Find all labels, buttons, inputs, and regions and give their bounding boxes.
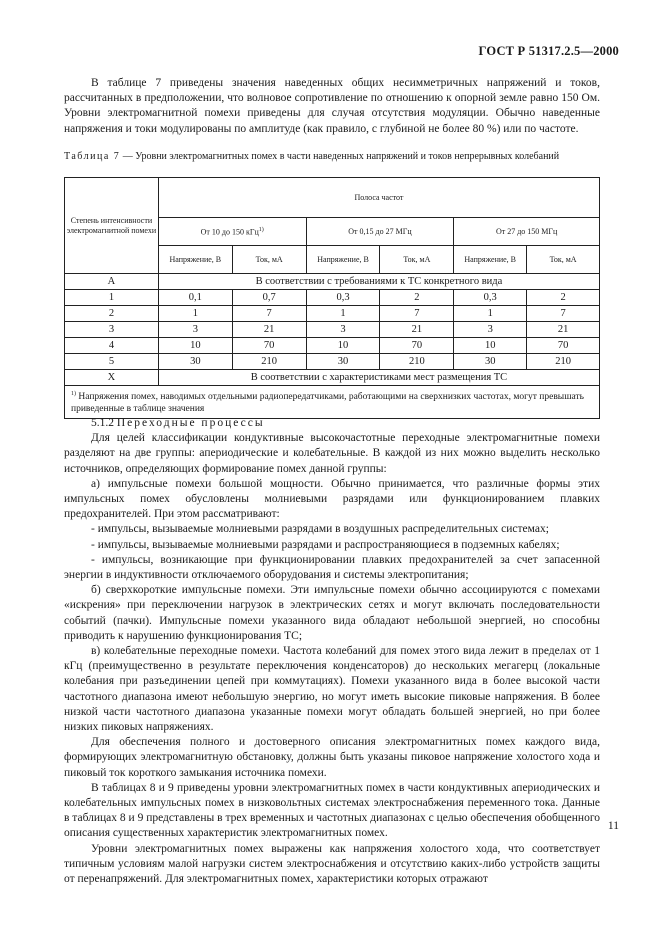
section-title: Переходные процессы	[116, 417, 265, 429]
paragraph: В таблицах 8 и 9 приведены уровни электромагнитных помех в части кондуктивных апериодических и колебательных импульсных помех в низковольтных системах электроснабжения переменного тока. Данные в таблицах 8 и 9 представлены в трех временных и частотных диапазонах с целью обеспечения обобщенного описания существенных характеристик электромагнитных помех.	[64, 781, 600, 840]
value-cell: 3	[306, 322, 380, 338]
col-header-band: Полоса частот	[158, 178, 599, 218]
value-cell: 7	[232, 306, 306, 322]
value-cell: 21	[527, 322, 600, 338]
subheader-current: Ток, мА	[232, 246, 306, 274]
subheader-voltage: Напряжение, В	[158, 246, 232, 274]
section-number: 5.1.2	[91, 417, 114, 429]
level-cell: 4	[65, 338, 159, 354]
value-cell: 21	[232, 322, 306, 338]
value-cell: 1	[454, 306, 527, 322]
value-cell: 2	[527, 290, 600, 306]
paragraph: б) сверхкороткие импульсные помехи. Эти импульсные помехи обычно ассоциируются с помехами «искрения» при переключении нагрузок в электрических сетях и могут включать последовательности событий (пачки). Импульсные помехи указанного вида обладают небольшой энергией, но способны приводить к нарушению функционирования ТС;	[64, 584, 600, 642]
list-item: - импульсы, вызываемые молниевыми разрядами и распространяющиеся в подземных кабелях;	[91, 538, 560, 551]
paragraph: а) импульсные помехи большой мощности. Обычно принимается, что различные формы этих импульсных помех обусловлены молниевыми разрядами или функционированием плавких предохранителей. При этом рассматривают:	[64, 477, 600, 521]
value-cell: 210	[527, 354, 600, 370]
document-header: ГОСТ Р 51317.2.5—2000	[478, 44, 619, 58]
table-footnote	[65, 386, 600, 419]
section-heading	[64, 416, 600, 431]
col-header-degree: Степень интенсивности электромагнитной помехи	[65, 178, 159, 274]
value-cell: 10	[158, 338, 232, 354]
value-cell: 0,7	[232, 290, 306, 306]
intro-paragraph	[64, 76, 600, 137]
footnote-text: Напряжения помех, наводимых отдельными радиопередатчиками, работающими на сверхнизких частотах, могут превышать приведенные в таблице значения	[71, 392, 584, 414]
level-cell: X	[65, 370, 159, 386]
band-1-footnote-mark: 1)	[258, 227, 264, 234]
value-cell: 1	[158, 306, 232, 322]
value-cell: 210	[380, 354, 454, 370]
list-item: - импульсы, возникающие при функционировании плавких предохранителей за счет запасенной энергии в индуктивности отключаемого оборудования и системы электропитания;	[64, 553, 600, 582]
value-cell: 30	[454, 354, 527, 370]
value-cell: 70	[527, 338, 600, 354]
value-cell: 2	[380, 290, 454, 306]
footnote-mark: 1)	[71, 391, 76, 397]
list-item: - импульсы, вызываемые молниевыми разрядами в воздушных распределительных системах;	[91, 523, 549, 536]
table-row	[65, 306, 600, 322]
value-cell: 3	[454, 322, 527, 338]
band-1-label: От 10 до 150 кГц	[200, 227, 259, 237]
merged-cell: В соответствии с требованиями к ТС конкретного вида	[158, 274, 599, 290]
value-cell: 7	[380, 306, 454, 322]
band-header-1	[158, 218, 306, 246]
subheader-voltage: Напряжение, В	[454, 246, 527, 274]
merged-cell: В соответствии с характеристиками мест размещения ТС	[158, 370, 599, 386]
table-row	[65, 354, 600, 370]
value-cell: 30	[158, 354, 232, 370]
band-header-2: От 0,15 до 27 МГц	[306, 218, 454, 246]
value-cell: 10	[306, 338, 380, 354]
paragraph: Уровни электромагнитных помех выражены как напряжения холостого хода, что соответствует типичным условиям малой нагрузки систем электроснабжения и отсутствию каких-либо устройств защиты от перенапряжений. Для электромагнитных помех, характеристики которых отражают	[64, 842, 600, 886]
value-cell: 21	[380, 322, 454, 338]
level-cell: 2	[65, 306, 159, 322]
level-cell: 1	[65, 290, 159, 306]
subheader-current: Ток, мА	[527, 246, 600, 274]
level-cell: 5	[65, 354, 159, 370]
value-cell: 7	[527, 306, 600, 322]
table7-caption-text: — Уровни электромагнитных помех в части наведенных напряжений и токов непрерывных колебаний	[120, 151, 560, 162]
intro-text: В таблице 7 приведены значения наведенных общих несимметричных напряжений и токов, рассчитанных в предположении, что волновое сопротивление по отношению к опорной земле равно 150 Ом. Уровни электромагнитной помехи приведены для случая отсутствия модуляции. Обычно наведенные напряжения и токи модулированы по амплитуде (как правило, с глубиной не более 80 %) или по частоте.	[64, 77, 600, 135]
table-row	[65, 338, 600, 354]
value-cell: 70	[380, 338, 454, 354]
band-header-3: От 27 до 150 МГц	[454, 218, 600, 246]
value-cell: 1	[306, 306, 380, 322]
table-row	[65, 290, 600, 306]
table7-caption	[64, 151, 604, 164]
value-cell: 3	[158, 322, 232, 338]
level-cell: 3	[65, 322, 159, 338]
paragraph: в) колебательные переходные помехи. Частота колебаний для помех этого вида лежит в пределах от 1 кГц (преимущественно в результате переключения конденсаторов) до нескольких мегагерц (локальные колебания при разъединении цепей при коммутациях). Помехи указанного вида в более высокой части частотного диапазона имеют небольшую энергию, но могут иметь высокие пиковые напряжения. В более низкой части частотного диапазона указанные помехи могут обладать большей энергией, но при более низких пиковых напряжениях.	[64, 645, 600, 734]
value-cell: 0,3	[306, 290, 380, 306]
table7	[64, 177, 600, 419]
value-cell: 210	[232, 354, 306, 370]
value-cell: 70	[232, 338, 306, 354]
paragraph: Для обеспечения полного и достоверного описания электромагнитных помех каждого вида, формирующих электромагнитную обстановку, должны быть указаны пиковое напряжение холостого хода и пиковый ток короткого замыкания источника помехи.	[64, 736, 600, 779]
value-cell: 0,3	[454, 290, 527, 306]
table-row	[65, 322, 600, 338]
level-cell: A	[65, 274, 159, 290]
subheader-current: Ток, мА	[380, 246, 454, 274]
table-footnote-row	[65, 386, 600, 419]
paragraph: Для целей классификации кондуктивные высокочастотные переходные электромагнитные помехи разделяют на две группы: апериодические и колебательные. В каждой из них можно выделить несколько источников, определяющих формирование помех данной группы:	[64, 432, 600, 475]
value-cell: 0,1	[158, 290, 232, 306]
subheader-voltage: Напряжение, В	[306, 246, 380, 274]
value-cell: 30	[306, 354, 380, 370]
value-cell: 10	[454, 338, 527, 354]
section-body	[64, 416, 600, 887]
page-number: 11	[607, 820, 619, 832]
table-row	[65, 370, 600, 386]
table-row	[65, 274, 600, 290]
table7-caption-label: Таблица 7	[64, 151, 121, 162]
